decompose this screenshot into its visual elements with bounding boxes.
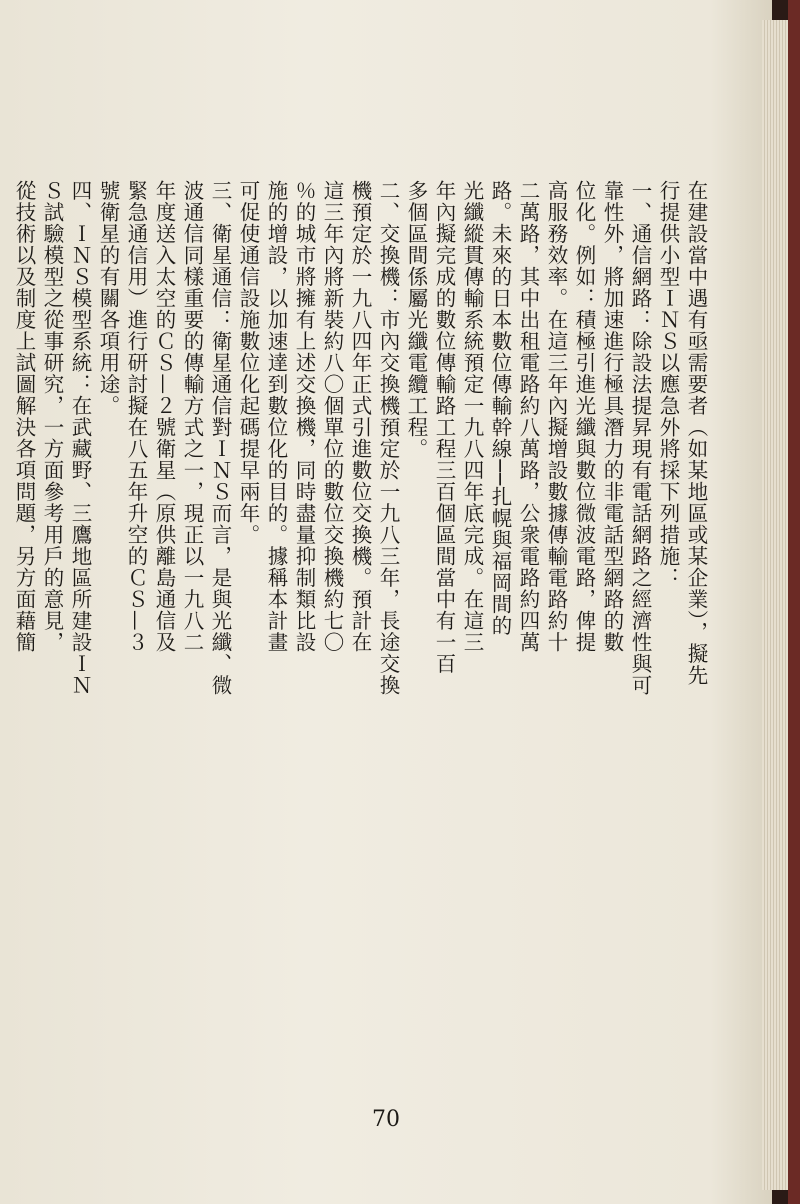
text-column: 年度送入太空的ＣＳ—２號衛星（原供離島通信及 [152, 180, 176, 653]
text-column: 從技術以及制度上試圖解決各項問題，另方面藉簡 [12, 180, 36, 653]
text-column: 二、交換機：市內交換機預定於一九八三年，長途交換 [376, 180, 400, 696]
text-column: 施的增設，以加速達到數位化的目的。據稱本計畫 [264, 180, 288, 653]
page-number: 70 [372, 1107, 400, 1132]
text-column: 位化。例如：積極引進光纖與數位微波電路，俾提 [572, 180, 596, 653]
text-column: 機預定於一九八四年正式引進數位交換機。預計在 [348, 180, 372, 653]
text-column: 年內擬完成的數位傳輸路工程三百個區間當中有一百 [432, 180, 456, 675]
text-column: 一、通信網路：除設法提昇現有電話網路之經濟性與可 [628, 180, 652, 696]
text-column: 可促使通信設施數位化起碼提早兩年。 [236, 180, 260, 546]
text-column: 三、衛星通信：衛星通信對ＩＮＳ而言，是與光纖、微 [208, 180, 232, 696]
text-column: 多個區間係屬光纖電纜工程。 [404, 180, 428, 460]
text-column: 四、ＩＮＳ模型系統：在武藏野、三鷹地區所建設ＩＮ [68, 180, 92, 696]
text-column: 高服務效率。在這三年內擬增設數據傳輸電路約十 [544, 180, 568, 653]
text-column: Ｓ試驗模型之從事研究，一方面參考用戶的意見， [40, 180, 64, 653]
text-column: 行提供小型ＩＮＳ以應急外將採下列措施： [656, 180, 680, 589]
text-column: 靠性外，將加速進行極具潛力的非電話型網路的數 [600, 180, 624, 653]
text-column: 二萬路，其中出租電路約八萬路，公衆電路約四萬 [516, 180, 540, 653]
book-cover-edge [788, 0, 800, 1204]
vertical-text-body-lower [80, 180, 710, 1110]
text-column: 路。未來的日本數位傳輸幹線──扎幌與福岡間的 [488, 180, 512, 637]
text-column: 號衛星的有關各項用途。 [96, 180, 120, 417]
text-column: 緊急通信用）進行研討擬在八五年升空的ＣＳ—３ [124, 180, 148, 653]
text-column: 光纖縱貫傳輸系統預定一九八四年底完成。在這三 [460, 180, 484, 653]
text-column: ％的城市將擁有上述交換機，同時盡量抑制類比設 [292, 180, 316, 653]
page-edge [762, 20, 790, 1190]
text-column: 這三年內將新裝約八〇個單位的數位交換機約七〇 [320, 180, 344, 653]
text-column: 波通信同樣重要的傳輸方式之一，現正以一九八二 [180, 180, 204, 653]
text-column: 在建設當中遇有亟需要者（如某地區或某企業），擬先 [684, 180, 708, 686]
